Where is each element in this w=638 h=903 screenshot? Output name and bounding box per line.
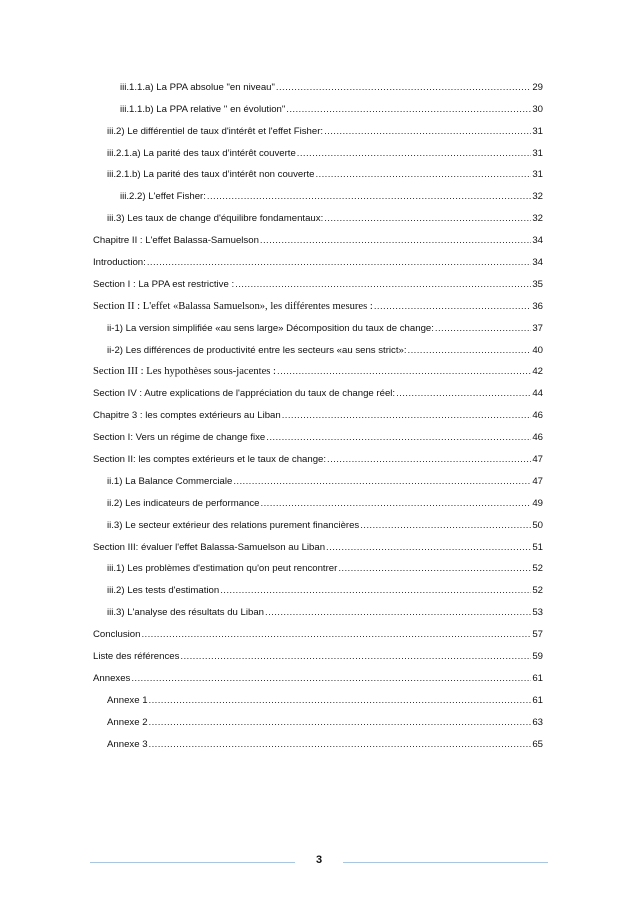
- toc-dot-leader: [276, 82, 531, 94]
- toc-entry-page: 63: [532, 716, 543, 728]
- toc-entry-page: 31: [532, 125, 543, 137]
- toc-entry[interactable]: [93, 225, 543, 247]
- toc-entry-page: 29: [532, 81, 543, 93]
- table-of-contents: [93, 72, 543, 751]
- toc-entry-title: iii.2.1.b) La parité des taux d’intérêt non couverte: [107, 169, 315, 181]
- toc-dot-leader: [149, 695, 532, 707]
- toc-entry[interactable]: [93, 444, 543, 466]
- toc-dot-leader: [338, 563, 531, 575]
- toc-dot-leader: [220, 585, 531, 597]
- toc-dot-leader: [286, 104, 531, 116]
- toc-entry-title: iii.3) L'analyse des résultats du Liban: [107, 607, 265, 619]
- toc-entry-page: 59: [532, 651, 543, 663]
- toc-entry[interactable]: [93, 138, 543, 160]
- toc-dot-leader: [207, 191, 531, 203]
- toc-entry[interactable]: [93, 466, 543, 488]
- toc-entry-title: Chapitre II : L'effet Balassa-Samuelson: [93, 235, 259, 247]
- toc-entry-page: 31: [532, 169, 543, 181]
- toc-entry[interactable]: [93, 663, 543, 685]
- toc-entry-title: iii.2) Le différentiel de taux d'intérêt et l'effet Fisher:: [107, 125, 324, 137]
- toc-entry-page: 32: [532, 191, 543, 203]
- toc-entry-title: iii.1.1.b) La PPA relative '' en évolution": [120, 103, 286, 115]
- toc-entry-page: 47: [532, 475, 543, 487]
- toc-entry-page: 46: [532, 432, 543, 444]
- toc-entry-page: 30: [532, 103, 543, 115]
- toc-entry[interactable]: [93, 619, 543, 641]
- toc-entry[interactable]: [93, 532, 543, 554]
- toc-dot-leader: [324, 126, 531, 138]
- toc-entry-page: 65: [532, 738, 543, 750]
- toc-entry-title: Introduction:: [93, 257, 146, 269]
- toc-entry-title: Chapitre 3 : les comptes extérieurs au Liban: [93, 410, 281, 422]
- toc-entry-page: 61: [532, 672, 543, 684]
- toc-entry[interactable]: [93, 510, 543, 532]
- toc-dot-leader: [396, 388, 531, 400]
- toc-dot-leader: [180, 651, 531, 663]
- toc-entry-page: 61: [532, 694, 543, 706]
- toc-entry[interactable]: [93, 160, 543, 182]
- toc-dot-leader: [235, 279, 531, 291]
- toc-entry-title: Section IV : Autre explications de l'appréciation du taux de change réel:: [93, 388, 396, 400]
- toc-entry-page: 49: [532, 497, 543, 509]
- toc-entry-title: Liste des références: [93, 651, 180, 663]
- toc-dot-leader: [261, 498, 532, 510]
- toc-dot-leader: [435, 323, 531, 335]
- toc-entry-page: 34: [532, 235, 543, 247]
- toc-dot-leader: [266, 432, 531, 444]
- toc-entry[interactable]: [93, 575, 543, 597]
- toc-entry-title: Section II: les comptes extérieurs et le taux de change:: [93, 454, 327, 466]
- toc-dot-leader: [324, 213, 531, 225]
- toc-entry-title: ii.3) Le secteur extérieur des relations purement financières: [107, 519, 360, 531]
- toc-dot-leader: [282, 410, 532, 422]
- toc-entry[interactable]: [93, 357, 543, 379]
- toc-entry-title: ii.2) Les indicateurs de performance: [107, 497, 260, 509]
- toc-entry-page: 42: [532, 366, 543, 378]
- toc-entry[interactable]: [93, 685, 543, 707]
- toc-entry-page: 32: [532, 213, 543, 225]
- toc-entry-page: 50: [532, 519, 543, 531]
- toc-entry-title: iii.3) Les taux de change d'équilibre fondamentaux:: [107, 213, 324, 225]
- toc-dot-leader: [141, 629, 531, 641]
- toc-entry-title: Conclusion: [93, 629, 141, 641]
- toc-entry[interactable]: [93, 72, 543, 94]
- toc-entry[interactable]: [93, 729, 543, 751]
- toc-dot-leader: [149, 717, 532, 729]
- toc-dot-leader: [147, 257, 532, 269]
- toc-entry-title: iii.2) Les tests d'estimation: [107, 585, 220, 597]
- toc-entry-title: iii.2.2) L'effet Fisher:: [120, 191, 206, 203]
- toc-entry-page: 31: [532, 147, 543, 159]
- toc-entry-page: 44: [532, 388, 543, 400]
- toc-entry-title: ii.1) La Balance Commerciale: [107, 475, 233, 487]
- toc-entry[interactable]: [93, 400, 543, 422]
- toc-entry[interactable]: [93, 597, 543, 619]
- toc-entry[interactable]: [93, 707, 543, 729]
- toc-entry-page: 34: [532, 257, 543, 269]
- toc-entry-page: 36: [532, 300, 543, 312]
- toc-entry[interactable]: [93, 335, 543, 357]
- toc-entry[interactable]: [93, 116, 543, 138]
- toc-entry-title: Section II : L'effet «Balassa Samuelson», les différentes mesures :: [93, 300, 373, 312]
- toc-entry-page: 57: [532, 629, 543, 641]
- toc-entry-page: 46: [532, 410, 543, 422]
- toc-entry-title: Section I: Vers un régime de change fixe: [93, 432, 266, 444]
- toc-dot-leader: [233, 476, 531, 488]
- toc-entry-title: ii-2) Les différences de productivité entre les secteurs «au sens strict»:: [107, 344, 407, 356]
- toc-entry[interactable]: [93, 247, 543, 269]
- toc-entry[interactable]: [93, 641, 543, 663]
- toc-entry[interactable]: [93, 422, 543, 444]
- toc-entry-title: Annexe 3: [107, 738, 148, 750]
- toc-entry[interactable]: [93, 488, 543, 510]
- toc-dot-leader: [297, 148, 532, 160]
- toc-entry[interactable]: [93, 378, 543, 400]
- toc-dot-leader: [374, 301, 532, 313]
- page-footer: [90, 851, 548, 871]
- toc-dot-leader: [131, 673, 531, 685]
- footer-rule-right: [343, 862, 548, 863]
- toc-entry[interactable]: [93, 269, 543, 291]
- toc-dot-leader: [408, 345, 532, 357]
- toc-dot-leader: [327, 454, 531, 466]
- toc-entry-title: iii.2.1.a) La parité des taux d’intérêt couverte: [107, 147, 296, 159]
- toc-dot-leader: [315, 169, 531, 181]
- toc-entry[interactable]: [93, 203, 543, 225]
- toc-entry-title: Annexe 2: [107, 716, 148, 728]
- toc-dot-leader: [277, 366, 531, 378]
- toc-entry-title: Annexe 1: [107, 694, 148, 706]
- toc-dot-leader: [326, 542, 531, 554]
- toc-entry-page: 40: [532, 344, 543, 356]
- toc-dot-leader: [360, 520, 531, 532]
- toc-dot-leader: [149, 739, 532, 751]
- toc-entry-page: 47: [532, 454, 543, 466]
- toc-entry-title: Section III: évaluer l'effet Balassa-Samuelson au Liban: [93, 541, 326, 553]
- toc-dot-leader: [265, 607, 531, 619]
- toc-entry-title: Section III : Les hypothèses sous-jacentes :: [93, 366, 276, 378]
- toc-entry-title: iii.1.1.a) La PPA absolue "en niveau": [120, 81, 275, 93]
- toc-entry-title: Annexes: [93, 672, 131, 684]
- toc-entry-page: 37: [532, 322, 543, 334]
- toc-entry-page: 53: [532, 607, 543, 619]
- toc-entry-title: Section I : La PPA est restrictive :: [93, 278, 235, 290]
- toc-entry-title: iii.1) Les problèmes d'estimation qu'on peut rencontrer: [107, 563, 338, 575]
- toc-entry[interactable]: [93, 181, 543, 203]
- toc-entry[interactable]: [93, 554, 543, 576]
- toc-entry[interactable]: [93, 291, 543, 313]
- toc-entry-page: 52: [532, 585, 543, 597]
- toc-entry-title: ii-1) La version simplifiée «au sens large» Décomposition du taux de change:: [107, 322, 434, 334]
- toc-entry-page: 35: [532, 278, 543, 290]
- toc-entry[interactable]: [93, 313, 543, 335]
- page-number: 3: [315, 854, 323, 866]
- toc-entry-page: 51: [532, 541, 543, 553]
- toc-dot-leader: [260, 235, 531, 247]
- toc-entry[interactable]: [93, 94, 543, 116]
- toc-entry-page: 52: [532, 563, 543, 575]
